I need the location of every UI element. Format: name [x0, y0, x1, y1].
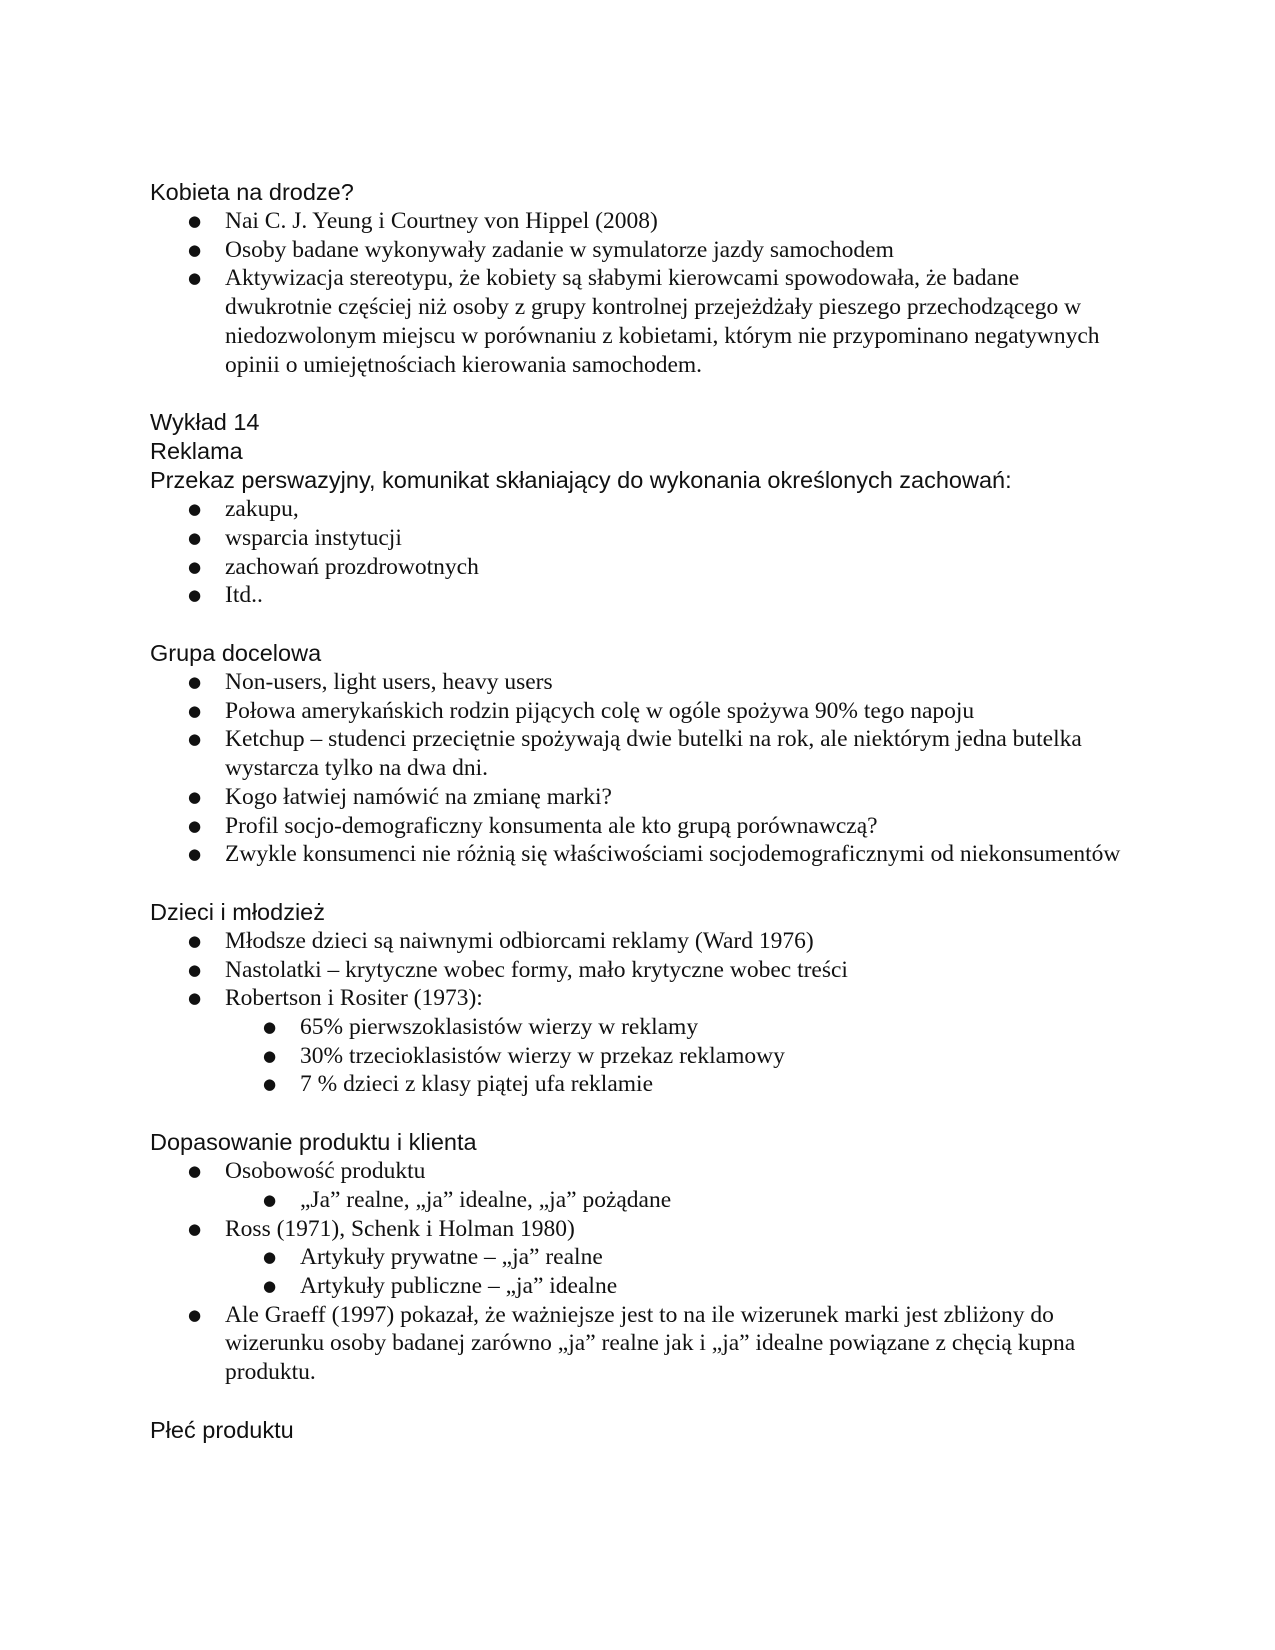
list-item: ● Nai C. J. Yeung i Courtney von Hippel (2008): [188, 208, 658, 234]
bullet-icon: ●: [188, 989, 202, 1008]
list-item: ● Profil socjo-demograficzny konsumenta ale kto grupą porównawczą?: [188, 812, 878, 839]
list-item: ● Aktywizacja stereotypu, że kobiety są słabymi kierowcami spowodowała, że badane dwukrotnie częściej niż osoby z grupy kontrolnej przejeżdżały pieszego przechodzącego w niedozwolonym miejscu w porównaniu z kobietami, którym nie przypominano negatywnych opinii o umiejętnościach kierowania samochodem.: [188, 265, 1100, 378]
bullet-list-dopasowanie-1: [150, 1157, 1130, 1186]
bullet-icon: ●: [188, 212, 202, 230]
bullet-list-kobieta: [150, 207, 1130, 379]
spacer: [150, 1099, 1130, 1128]
bullet-icon: ●: [188, 1305, 202, 1324]
bullet-icon: ●: [188, 960, 202, 979]
list-item: ● Nastolatki – krytyczne wobec formy, mało krytyczne wobec treści: [188, 956, 848, 983]
bullet-icon: ●: [188, 500, 202, 519]
section-heading-dopasowanie: Dopasowanie produktu i klienta: [150, 1129, 477, 1156]
section-heading-plec: Płeć produktu: [150, 1416, 294, 1443]
bullet-icon: ●: [188, 586, 202, 605]
bullet-list-dopasowanie-2: [150, 1215, 1130, 1244]
list-item: ● zachowań prozdrowotnych: [188, 553, 479, 580]
lecture-number: Wykład 14: [150, 409, 260, 436]
bullet-list-grupa: [150, 668, 1130, 869]
section-heading-reklama: Reklama: [150, 438, 243, 465]
sub-list-item: ● Artykuły publiczne – „ja” idealne: [263, 1272, 618, 1299]
bullet-icon: ●: [188, 816, 202, 835]
list-item: ● Ketchup – studenci przeciętnie spożywają dwie butelki na rok, ale niektórym jedna butelka wystarcza tylko na dwa dni.: [188, 726, 1082, 782]
bullet-list-dzieci: [150, 927, 1130, 1013]
list-item: ● Robertson i Rositer (1973):: [188, 985, 483, 1012]
list-item: ● Ross (1971), Schenk i Holman 1980): [188, 1215, 575, 1242]
bullet-icon: ●: [188, 931, 202, 950]
list-item: ● Osoby badane wykonywały zadanie w symulatorze jazdy samochodem: [188, 236, 894, 263]
sub-list-item: ● Artykuły prywatne – „ja” realne: [263, 1244, 603, 1271]
list-item: ● Ale Graeff (1997) pokazał, że ważniejsze jest to na ile wizerunek marki jest zbliżony do wizerunku osoby badanej zarówno „ja” realne jak i „ja” idealne powiązane z chęcią kupna produktu.: [188, 1301, 1076, 1386]
sub-bullet-list-dopasowanie-2: [150, 1243, 1130, 1300]
bullet-list-reklama: [150, 495, 1130, 610]
bullet-icon: ●: [188, 269, 202, 288]
section-heading-grupa: Grupa docelowa: [150, 640, 322, 667]
bullet-icon: ●: [263, 1075, 277, 1094]
list-item: ● Itd..: [188, 582, 263, 609]
sub-list-item: ● 65% pierwszoklasistów wierzy w reklamy: [263, 1014, 699, 1041]
spacer: [150, 610, 1130, 639]
document-content: [150, 178, 1130, 1445]
list-item: ● Młodsze dzieci są naiwnymi odbiorcami reklamy (Ward 1976): [188, 927, 814, 954]
spacer: [150, 869, 1130, 898]
bullet-icon: ●: [188, 1219, 202, 1238]
list-item: ● Kogo łatwiej namówić na zmianę marki?: [188, 783, 612, 810]
bullet-icon: ●: [263, 1046, 277, 1065]
bullet-icon: ●: [188, 1162, 202, 1181]
sub-list-item: ● „Ja” realne, „ja” idealne, „ja” pożądane: [263, 1186, 672, 1213]
section-heading-kobieta: Kobieta na drodze?: [150, 179, 354, 205]
list-item: ● wsparcia instytucji: [188, 524, 402, 551]
list-item: ● Połowa amerykańskich rodzin pijących colę w ogóle spożywa 90% tego napoju: [188, 697, 975, 724]
bullet-icon: ●: [188, 673, 202, 692]
bullet-icon: ●: [263, 1248, 277, 1267]
sub-list-item: ● 30% trzecioklasistów wierzy w przekaz reklamowy: [263, 1042, 785, 1069]
list-item: ● Zwykle konsumenci nie różnią się właściwościami socjodemograficznymi od niekonsumentów: [188, 841, 1121, 868]
list-item: ● Non-users, light users, heavy users: [188, 669, 553, 696]
bullet-icon: ●: [263, 1190, 277, 1209]
bullet-icon: ●: [263, 1018, 277, 1037]
sub-list-item: ● 7 % dzieci z klasy piątej ufa reklamie: [263, 1071, 653, 1098]
reklama-intro: Przekaz perswazyjny, komunikat skłaniający do wykonania określonych zachowań:: [150, 467, 1012, 494]
sub-bullet-list-dopasowanie-1: [150, 1186, 1130, 1215]
spacer: [150, 379, 1130, 408]
bullet-icon: ●: [188, 787, 202, 806]
sub-bullet-list-dzieci: [150, 1013, 1130, 1099]
spacer: [150, 1387, 1130, 1416]
list-item: ● zakupu,: [188, 496, 299, 523]
bullet-list-dopasowanie-3: [150, 1301, 1130, 1387]
bullet-icon: ●: [188, 701, 202, 720]
bullet-icon: ●: [188, 528, 202, 547]
bullet-icon: ●: [188, 240, 202, 259]
section-heading-dzieci: Dzieci i młodzież: [150, 898, 325, 925]
bullet-icon: ●: [188, 845, 202, 864]
bullet-icon: ●: [188, 730, 202, 749]
bullet-icon: ●: [263, 1276, 277, 1295]
list-item: ● Osobowość produktu: [188, 1158, 426, 1185]
bullet-icon: ●: [188, 557, 202, 576]
